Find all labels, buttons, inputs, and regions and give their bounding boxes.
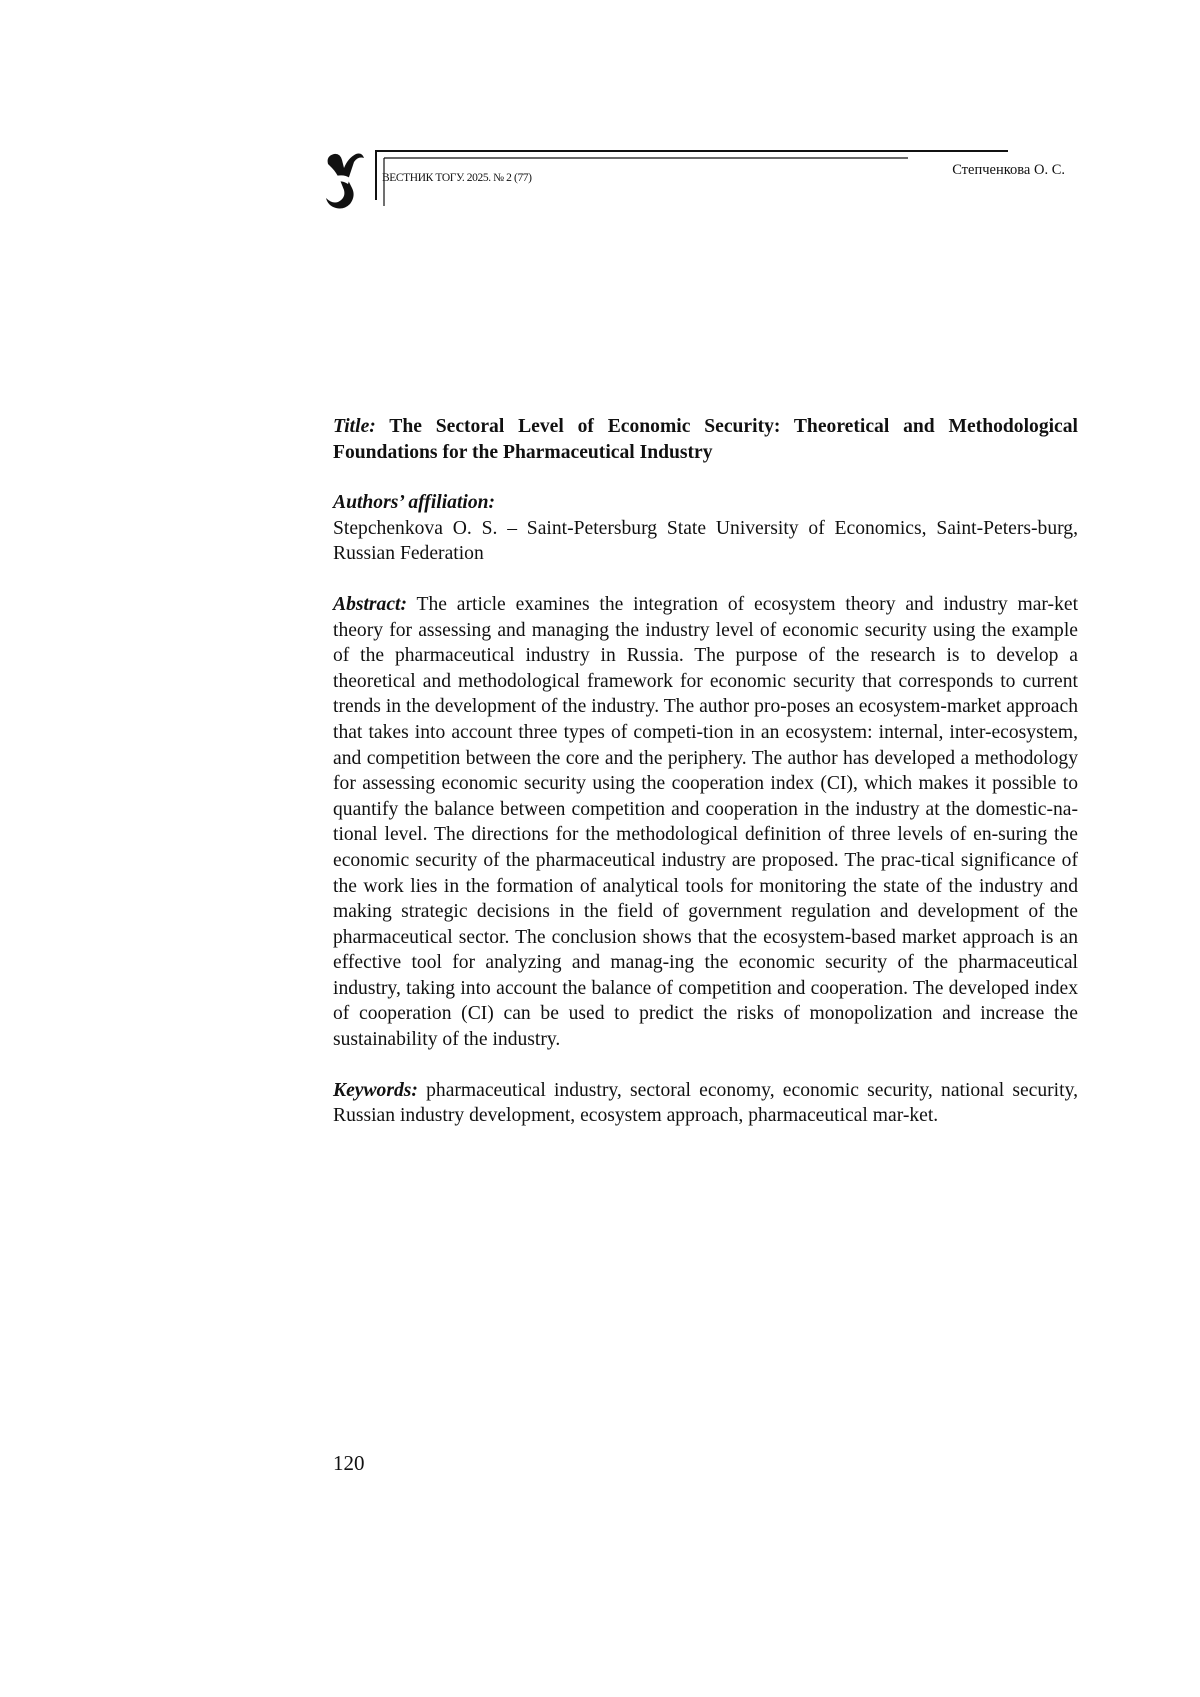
page-number: 120 xyxy=(333,1451,365,1475)
abstract-label: Abstract: xyxy=(333,593,408,615)
article-metadata xyxy=(333,414,1078,1129)
running-head-author: Степченкова О. С. xyxy=(952,162,1065,178)
article-title xyxy=(333,414,1078,465)
keywords-label: Keywords: xyxy=(333,1079,418,1101)
abstract xyxy=(333,592,1078,1053)
affiliation-label: Authors’ affiliation: xyxy=(333,492,496,514)
page-header xyxy=(322,150,1082,210)
keywords-text: pharmaceutical industry, sectoral economy, economic security, national security, Russian industry development, ecosystem approach, pharmaceutical mar-ket. xyxy=(333,1079,1078,1127)
affiliation-text: Stepchenkova O. S. – Saint-Petersburg State University of Economics, Saint-Peters-burg, Russian Federation xyxy=(333,517,1078,565)
affiliation-heading xyxy=(333,490,1078,516)
journal-monogram-logo-icon xyxy=(322,150,366,210)
abstract-text: The article examines the integration of ecosystem theory and industry mar-ket theory for assessing and managing the industry level of economic security using the example of the pharmaceutical industry in Russia. The purpose of the research is to develop a theoretical and methodological framework for economic security that corresponds to current trends in the development of the industry. The author pro-poses an ecosystem-market approach that takes into account three types of competi-tion in an ecosystem: internal, inter-ecosystem, and competition between the core and the periphery. The author has developed a methodology for assessing economic security using the cooperation index (CI), which makes it possible to quantify the balance between competition and cooperation in the industry at the domestic-na-tional level. The directions for the methodological definition of three levels of en-suring the economic security of the pharmaceutical industry are proposed. The prac-tical significance of the work lies in the formation of analytical tools for monitoring the state of the industry and making strategic decisions in the field of government regulation and development of the pharmaceutical sector. The conclusion shows that the ecosystem-based market approach is an effective tool for analyzing and manag-ing the economic security of the pharmaceutical industry, taking into account the balance of competition and cooperation. The developed index of cooperation (CI) can be used to predict the risks of monopolization and increase the sustainability of the industry. xyxy=(333,593,1079,1051)
title-text: The Sectoral Level of Economic Security: Theoretical and Methodological Foundations for the Pharmaceutical Industry xyxy=(333,416,1078,463)
title-label: Title: xyxy=(333,416,376,437)
journal-name: ВЕСТНИК ТОГУ. 2025. № 2 (77) xyxy=(382,172,532,184)
keywords xyxy=(333,1078,1078,1129)
